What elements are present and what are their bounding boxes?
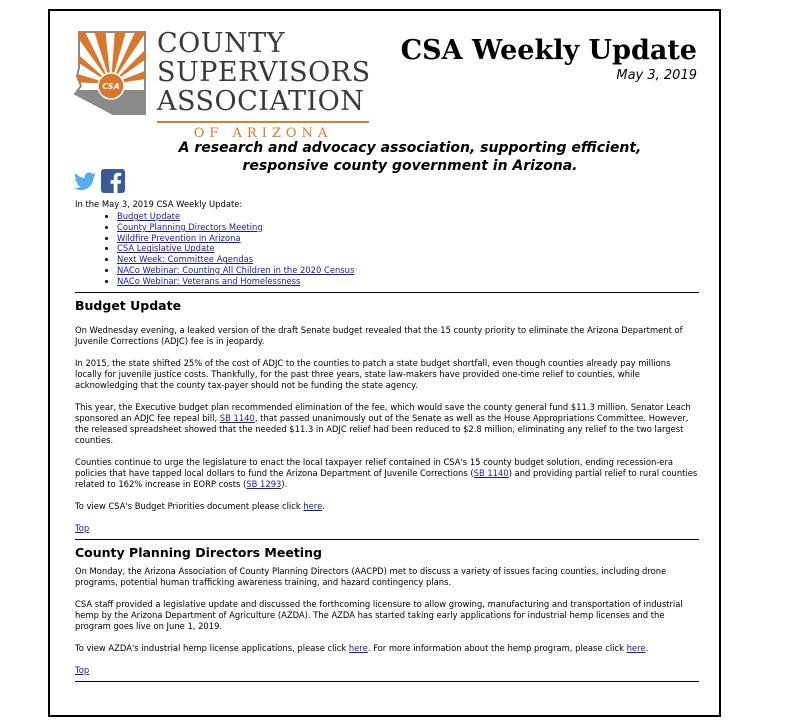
newsletter-frame — [48, 9, 721, 717]
section-divider — [75, 681, 699, 682]
csa-logo — [71, 26, 371, 141]
toc-list — [75, 211, 699, 287]
section-divider — [75, 539, 699, 540]
arizona-state-emblem — [71, 28, 153, 120]
text-segment: This year, the Executive budget plan recommended elimination of the fee, which would save the county general fund $11.3 million. Senator Leach sponsored an ADJC fee repeal bill, — [75, 401, 691, 423]
logo-line-supervisors: SUPERVISORS — [157, 57, 371, 88]
toc-link-veterans-webinar[interactable]: NACo Webinar: Veterans and Homelessness — [117, 275, 301, 286]
toc-intro: In the May 3, 2019 CSA Weekly Update: — [75, 199, 243, 209]
text-segment: Counties continue to urge the legislature to enact the local taxpayer relief contained in CSA's 15 county budget solution, ending recession-era policies that have tapped local dollars to fund the Arizona Department of Juvenile Corrections ( — [75, 456, 674, 478]
logo-subtitle: OF ARIZONA — [193, 126, 333, 141]
back-to-top-link[interactable]: Top — [75, 664, 90, 675]
toc-link-budget-update[interactable]: Budget Update — [117, 211, 181, 221]
tagline: A research and advocacy association, supporting efficient, responsive county government in Arizona. — [178, 140, 642, 174]
link-sb-1140[interactable]: SB 1140 — [473, 467, 509, 478]
logo-divider — [157, 121, 369, 123]
toc-link-wildfire[interactable]: Wildfire Prevention in Arizona — [117, 232, 241, 243]
planning-paragraph-2: CSA staff provided a legislative update and discussed the forthcoming licensure to allow growing, manufacturing and transportation of industrial hemp by the Arizona Department of Agriculture (AZDA). The AZDA has started taking early applications for industrial hemp licenses and the program goes live on June 1, 2019. — [75, 598, 683, 631]
text-segment: To view AZDA's industrial hemp license applications, please click — [75, 642, 349, 653]
text-segment: . — [322, 500, 325, 511]
list-item — [117, 211, 699, 222]
list-item — [117, 222, 699, 233]
toc-link-committee-agendas[interactable]: Next Week: Committee Agendas — [117, 254, 254, 265]
facebook-icon[interactable] — [101, 169, 125, 193]
toc-link-planning-directors[interactable]: County Planning Directors Meeting — [117, 221, 263, 232]
planning-directors-section — [75, 545, 699, 676]
newsletter-title: CSA Weekly Update — [400, 35, 697, 66]
toc-link-census-webinar[interactable]: NACo Webinar: Counting All Children in the 2020 Census — [117, 264, 355, 275]
link-sb-1293[interactable]: SB 1293 — [246, 478, 282, 489]
toc-link-legislative-update[interactable]: CSA Legislative Update — [117, 243, 215, 254]
text-segment: , that passed unanimously out of the Senate as well as the House Appropriations Committee. However, the released spreadsheet showed that the needed $11.3 in ADJC relief had been reduced to $2.8 million, eliminating any relief to the two largest counties. — [75, 412, 689, 445]
text-segment: ). — [281, 478, 288, 489]
planning-paragraph-1: On Monday, the Arizona Association of County Planning Directors (AACPD) met to discuss a variety of issues facing counties, including drone programs, potential human trafficking awareness training, and hazard contingency plans. — [75, 565, 667, 587]
section-divider — [75, 292, 699, 293]
link-hemp-program-here[interactable]: here — [626, 642, 646, 653]
planning-paragraph-3 — [75, 643, 699, 654]
section-title-planning-directors: County Planning Directors Meeting — [75, 544, 322, 560]
logo-line-association: ASSOCIATION — [157, 86, 365, 117]
text-segment: ) and providing partial relief to rural counties related to 162% increase in EORP costs ( — [75, 467, 698, 489]
newsletter-body — [75, 199, 699, 682]
text-segment: To view CSA's Budget Priorities document please click — [75, 500, 304, 511]
budget-paragraph-2: In 2015, the state shifted 25% of the cost of ADJC to the counties to patch a state budget shortfall, even though counties already pay millions locally for juvenile justice costs. Thankfully, for the past three years, state law-makers have provided one-time relief to counties, while acknowledging that the county tax-payer should not be funding the state agency. — [75, 357, 671, 390]
link-hemp-applications-here[interactable]: here — [348, 642, 368, 653]
twitter-icon[interactable] — [73, 169, 97, 193]
list-item — [117, 254, 699, 265]
top-link-wrapper — [75, 665, 699, 676]
logo-line-county: COUNTY — [157, 28, 286, 59]
text-segment: . — [645, 642, 649, 653]
section-title-budget-update: Budget Update — [75, 297, 182, 313]
back-to-top-link[interactable]: Top — [75, 522, 90, 533]
budget-update-section — [75, 298, 699, 534]
list-item — [117, 233, 699, 244]
list-item — [117, 276, 699, 287]
budget-paragraph-5 — [75, 501, 699, 512]
link-sb-1140[interactable]: SB 1140 — [219, 412, 255, 423]
newsletter-date: May 3, 2019 — [616, 68, 697, 83]
budget-paragraph-4 — [75, 457, 699, 490]
budget-paragraph-3 — [75, 402, 699, 446]
budget-paragraph-1: On Wednesday evening, a leaked version of the draft Senate budget revealed that the 15 county priority to eliminate the Arizona Department of Juvenile Corrections (ADJC) fee is in jeopardy. — [75, 324, 683, 346]
table-of-contents — [75, 199, 699, 287]
link-budget-priorities-here[interactable]: here — [303, 500, 323, 511]
logo-badge: CSA — [102, 82, 120, 91]
list-item — [117, 243, 699, 254]
text-segment: . For more information about the hemp program, please click — [367, 642, 627, 653]
list-item — [117, 265, 699, 276]
top-link-wrapper — [75, 523, 699, 534]
